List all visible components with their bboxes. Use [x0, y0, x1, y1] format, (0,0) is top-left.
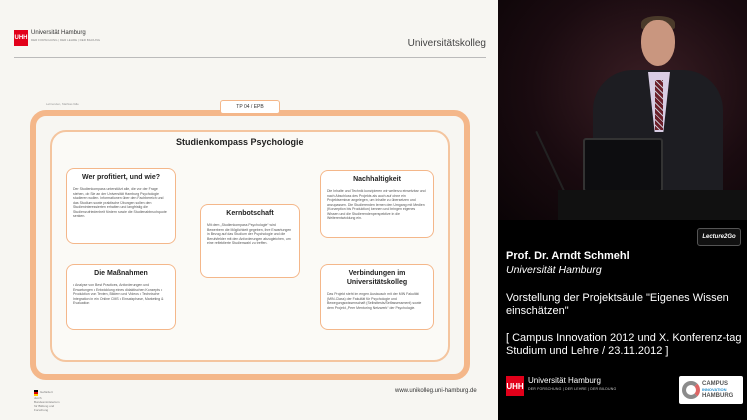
box-who-title: Wer profitiert, und wie? [81, 174, 161, 181]
slide-logo-text: Universität Hamburg [31, 30, 86, 36]
box-links-title: Verbindungen im Universitätskolleg [346, 270, 408, 286]
campus-line1: CAMPUS [702, 381, 729, 387]
uhh-logo-mark-large: UHH [506, 376, 524, 396]
slide-title: Studienkompass Psychologie [176, 137, 304, 147]
campus-line2: INNOVATION [702, 387, 727, 392]
box-sustainability [320, 170, 434, 238]
box-who-benefits [66, 168, 176, 244]
lecture2go-badge[interactable]: Lecture2Go [697, 228, 741, 246]
slide-url: www.unikolleg.uni-hamburg.de [395, 388, 477, 394]
event-info: [ Campus Innovation 2012 und X. Konferenz-tag Studium und Lehre / 23.11.2012 ] [506, 332, 742, 357]
bmbf-logo [34, 390, 60, 412]
box-measures [66, 264, 176, 330]
slide-header-divider [14, 57, 486, 58]
box-core-message [200, 204, 300, 278]
campus-line3: HAMBURG [702, 393, 734, 399]
uhh-logo-mark: UHH [14, 30, 28, 46]
microphone-icon [535, 131, 566, 195]
lecture-info-panel [498, 220, 747, 420]
bmbf-logo-text: Gefördert durch Bundesministerium für Bildung und Forschung [34, 390, 60, 412]
speaker-head [641, 20, 675, 66]
box-links-body: Das Projekt steht im engen Austausch mit der MIN Fakultät (MIN-Class) der Fakultät für Psychologie und Bewegungswissenschaft (Selbsttests/Selfassessment) sowie dem Projekt „Peer Mentoring Netzwerk“ der Psychologie. [327, 292, 422, 310]
speaker-name: Prof. Dr. Arndt Schmehl [506, 250, 630, 262]
slide-uhh-logo [14, 30, 100, 46]
box-sustain-body: Die Inhalte und Technik konzipieren wir weiterzu einsetzbar und nach Abschluss des Projekts als auch auf ohne ein Projektseminar angelegen, um Inhalte zu übersetzen und anzupassen. Die Studierenden lernen den Umgang mit Medien (Konzeption bis Produktion) kennen und bringen eigenes Wissen und die Studierendenperspektive in die Weiterentwicklung ein. [327, 189, 426, 220]
speaker-tie [655, 80, 663, 130]
slide-tiny-note: Lehrenden, Mathias fälle [46, 102, 79, 106]
speaker-affiliation: Universität Hamburg [506, 264, 602, 276]
tp-label: TP 04 / EPB [220, 100, 280, 114]
uhh-name: Universität Hamburg [528, 376, 601, 385]
box-core-title: Kernbotschaft [226, 210, 274, 217]
box-core-body: Mit dem „Studienkompass Psychologie“ wird Bewerbern die Möglichkeit gegeben, ihre Erwartungen in Bezug auf das Studium der Psychologie und die Berufsfelder mit den Anforderungen abzugleichen, um eine reflektierte Studienwahl zu treffen. [207, 223, 292, 245]
slide-logo-subtext: DER FORSCHUNG | DER LEHRE | DER BILDUNG [31, 38, 101, 42]
box-sustain-title: Nachhaltigkeit [353, 176, 401, 183]
campus-innovation-logo [679, 376, 743, 404]
uhh-tagline: DER FORSCHUNG | DER LEHRE | DER BILDUNG [528, 387, 617, 391]
box-measures-title: Die Maßnahmen [94, 270, 148, 277]
speaker-video[interactable] [498, 0, 747, 220]
laptop-icon [583, 138, 663, 192]
campus-ring-icon [682, 381, 700, 399]
podium [558, 190, 747, 220]
box-measures-body: • Analyse von Best Practices, Anforderungen und Erwartungen • Entwicklung eines didaktischen Konzepts • Produktion von Texten, Bildern und Videos • Technische Integration in ein Online CMS • Einsatzphase, Marketing & Evaluation [73, 283, 164, 305]
talk-title: Vorstellung der Projektsäule "Eigenes Wissen einschätzen" [506, 292, 729, 317]
uhh-logo [506, 376, 616, 396]
box-connections [320, 264, 434, 330]
slide-header-title: Universitätskolleg [407, 38, 486, 49]
box-who-body: Der Studienkompass unterstützt alle, die vor der Frage stehen, ob Sie an der Universität Hamburg Psychologie studieren wollen. Informationen über den Fachbereich und das Studium sowie praktische Übungen sollen den Studieninteressierten erhalten und langfristig die Studienzufriedenheit fördern sowie die Studienabbruchquote senken. [73, 187, 167, 218]
